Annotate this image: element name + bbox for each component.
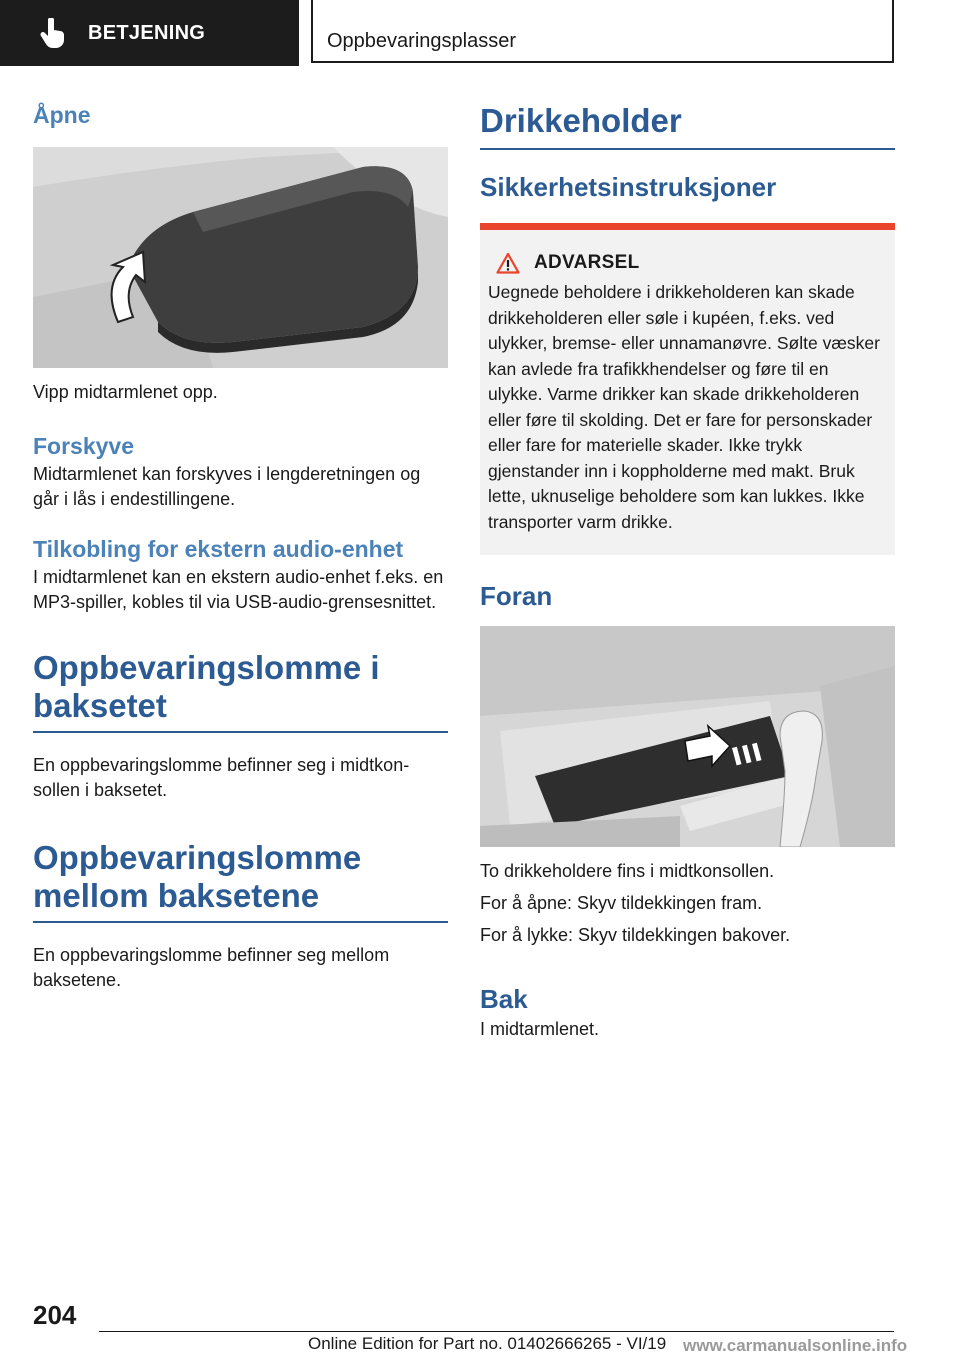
hand-pointer-icon bbox=[40, 18, 66, 48]
warning-text: Uegnede beholdere i drikkeholderen kan skade drikkeholderen eller søle i kupéen, f.eks. ved ulykker, bremse- eller unnamanøvre. Sølte væsker kan avlede fra trafikkhendelser og føre til en ulykke. Varme drikker kan skade drikkeholderen eller føre til skolding. Det er fare for personskader eller fare for materielle skader. Ikke trykk gjenstander inn i koppholderne med makt. Bruk lette, uknuselige beholdere som kan lukkes. Ikke transporter varm drikke. bbox=[488, 282, 880, 532]
warning-title: ADVARSEL bbox=[534, 252, 640, 273]
armrest-open-image bbox=[33, 147, 448, 368]
cupholder-illustration bbox=[480, 626, 895, 847]
audio-heading: Tilkobling for ekstern audio-enhet bbox=[33, 536, 404, 562]
rear-pocket-heading: Oppbevaringslomme i baksetet bbox=[33, 649, 448, 733]
watermark: www.carmanualsonline.info bbox=[683, 1336, 908, 1355]
rear-text: I midtarmlenet. bbox=[480, 1019, 600, 1039]
front-text-2: For å åpne: Skyv tildekkingen fram. bbox=[480, 893, 763, 913]
header-section-tab bbox=[0, 0, 299, 66]
header-chapter-title: Oppbevaringsplasser bbox=[327, 30, 516, 52]
left-column bbox=[33, 96, 448, 993]
front-text-3: For å lykke: Skyv tildekkingen bakover. bbox=[480, 925, 791, 945]
header-chapter-box bbox=[311, 0, 894, 63]
front-heading: Foran bbox=[480, 581, 553, 611]
open-heading: Åpne bbox=[33, 102, 91, 128]
right-column bbox=[480, 96, 895, 1042]
slide-text: Midtarmlenet kan forskyves i lengderetningen og går i lås i endestillingene. bbox=[33, 464, 421, 509]
page-number: 204 bbox=[33, 1300, 77, 1330]
warning-bar bbox=[480, 223, 895, 230]
open-text: Vipp midtarmlenet opp. bbox=[33, 382, 218, 402]
warning-triangle-icon bbox=[496, 252, 520, 274]
between-seats-heading: Oppbevaringslomme mellom baksetene bbox=[33, 839, 448, 923]
footer-rule bbox=[99, 1331, 894, 1332]
front-text-1: To drikkeholdere fins i midtkonsollen. bbox=[480, 861, 775, 881]
cupholder-heading: Drikkeholder bbox=[480, 102, 895, 150]
footer-edition: Online Edition for Part no. 01402666265 - VI/19 bbox=[308, 1334, 667, 1353]
armrest-illustration bbox=[33, 147, 448, 368]
audio-text: I midtarmlenet kan en ekstern audio-enhet f.eks. en MP3-spiller, kobles til via USB-audio-grensesnittet. bbox=[33, 567, 444, 612]
slide-heading: Forskyve bbox=[33, 433, 135, 459]
between-seats-text: En oppbevaringslomme befinner seg mellom baksetene. bbox=[33, 945, 390, 990]
rear-pocket-text: En oppbevaringslomme befinner seg i midtkonsollen i baksetet. bbox=[33, 755, 410, 800]
rear-heading: Bak bbox=[480, 984, 528, 1014]
header-section-title: BETJENING bbox=[88, 21, 206, 44]
cupholder-front-image bbox=[480, 626, 895, 847]
warning-title-row bbox=[488, 252, 887, 274]
safety-heading: Sikkerhetsinstruksjoner bbox=[480, 172, 777, 202]
warning-box bbox=[480, 230, 895, 555]
